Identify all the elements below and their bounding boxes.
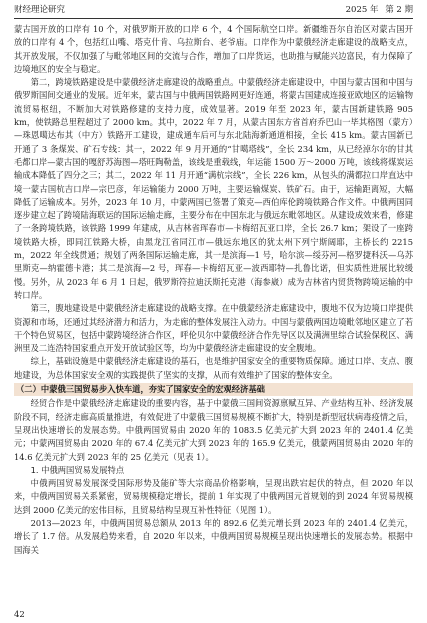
issue-year: 2025 年 xyxy=(345,5,379,15)
sub-heading: 1. 中俄两国贸易发展特点 xyxy=(30,464,125,475)
page-number: 42 xyxy=(14,610,25,620)
section-heading: （二）中蒙俄三国贸易步入快车道，夯实了国家安全的宏观经济基础 xyxy=(14,383,413,396)
article-body xyxy=(14,23,413,557)
journal-name: 财经理论研究 xyxy=(14,5,66,15)
paragraph: 第二，跨境铁路建设是中蒙俄经济走廊建设的战略重点。中蒙俄经济走廊建设中，中国与蒙古国和中国与俄罗斯国间交通业的发展。近年来，蒙古国与中俄两国铁路网更好连通，将蒙古国建成连接亚欧地区的运输物流贸易枢纽，不断加大对铁路修建的支持力度，成效显著。2019 年至 2023 年，蒙古国新建铁路 905 km，使铁路总里程超过了 2000 km。其中，2022 年 7 月，从蒙古国东方省首府乔巴山一毕其格图（蒙方）—珠恩噶达布其（中方）铁路开工建设，建成通车后可与东北陆海新通道相接，全长 415 km。蒙古国新已开通了 3 条煤炭、矿石专线：其一，2022 年 9 月开通的“甘噶塔线”，全长 234 km，从已经淖尔尔的甘其毛都口岸—蒙古国的嘎舒苏海图—塔旺陶勒盖，该线是重载线，年运能 1500 万～2000 万吨，该线将煤炭运输成本降低了四分之三；其二，2022 年 11 月开通“满杭宗线”，全长 226 km，从包头的满都拉口岸直达中境一蒙古国杭吉口岸—宗巴彦，年运输能力 2000 万吨，主要运输煤炭、铁矿石。由于，运输距离短，大幅降低了运输成本。另外，2023 年 10 月，中蒙两国已签署了策克—西伯库伦跨境铁路合作文件。中俄两国同逐步建立起了跨境陆海联运的国际运输走廊，主要分布在中国东北与俄远东毗邻地区。从建设成效来看，修建了一条跨境铁路，该铁路 1999 年建成，从吉林省珲春市—卡梅绍瓦亚口岸，全长 26.7 km；架设了一座跨境铁路大桥，即同江铁路大桥，由黑龙江省同江市—俄远东地区的犹太州下列宁斯阔耶，主桥长约 2215 m，2022 年全线贯通；规划了两条国际运输走廊，其一是滨海—1 号，哈尔滨—绥芬河—格罗捷科沃—乌苏里斯克—纳霍德卡港；其二是滨海—2 号，珲春—卡梅绍瓦亚—波西耶特—扎鲁比诺，但实质性进展比较缓慢。另外，从 2023 年 6 月 1 日起，俄罗斯符拉迪沃斯托克港（海参崴）成为吉林省内贸货物跨境运输的中转口岸。 xyxy=(14,77,413,300)
issue-info xyxy=(342,3,413,15)
paragraph: 2013—2023 年，中俄两国贸易总额从 2013 年的 892.6 亿美元增长到 2023 年的 2401.4 亿美元，增长了 1.7 倍。从发展趋势来看，自 2020 年以来，中俄两国贸易规模呈现出快速增长的发展态势。根据中国海关 xyxy=(14,517,413,555)
issue-number: 第 2 期 xyxy=(385,5,413,15)
running-header xyxy=(14,3,413,15)
paragraph: 第三，腹地建设是中蒙俄经济走廊建设的战略支撑。在中俄蒙经济走廊建设中，腹地不仅为边境口岸提供资源和市场，还通过其经济潜力和活力，为走廊的整体发展注入动力。中国与蒙俄两国边境毗邻地区建立了若干个特色贸易区，包括中蒙跨境经济合作区，呼伦贝尔中蒙俄经济合作先导区以及满洲里综合试验保税区、满洲里及二连浩特国家重点开发开放试验区等，均为中蒙俄经济走廊建设的安全腹地。 xyxy=(14,303,413,354)
paragraph: 蒙古国开放的口岸有 10 个，对俄罗斯开放的口岸 6 个，4 个国际航空口岸。新疆维吾尔自治区对蒙古国开放的口岸有 4 个，包括红山嘴、塔克什肯、乌拉斯台、老爷庙。口岸作为中蒙俄经济走廊建设的战略支点，其开放发展，不仅加强了与毗邻地区间的交流与合作，增加了口岸货运，也助推与赋能兴边富民，有力保障了边境地区的安全与稳定。 xyxy=(14,24,413,74)
paragraph: 经贸合作是中蒙俄经济走廊建设的重要内容，基于中蒙俄三国间资源禀赋互异、产业结构互补、经济发展阶段不同，经济走廊高质量推进，有效促进了中蒙俄三国贸易规模不断扩大，特别是新型冠状病毒疫情之后，呈现出快速增长的发展态势。中俄两国贸易由 2020 年的 1083.5 亿美元扩大到 2023 年的 2401.4 亿美元；中蒙两国贸易由 2020 年的 67.4 亿美元扩大到 2023 年的 165.9 亿美元，俄蒙两国贸易由 2020 年的 14.6 亿美元扩大到 2023 年的 25 亿美元（见表 1）。 xyxy=(14,398,413,462)
header-rule xyxy=(14,18,413,19)
paragraph: 综上，基础设施是中蒙俄经济走廊建设的基石，也是维护国家安全的重要物质保障。通过口岸、支点、腹地建设，为总体国家安全观的实践提供了坚实的支撑，从而有效维护了国家的整体安全。 xyxy=(14,356,413,380)
paragraph: 中俄两国贸易发展深受国际形势及能矿等大宗商品价格影响，呈现出跌宕起伏的特点，但 2020 年以来，中俄两国贸易关系紧密，贸易规模稳定增长，提前 1 年实现了中俄两国元首规划的到 2024 年贸易规模达到 2000 亿美元的宏伟目标，且贸易结构呈现互补性特征（见图 1）。 xyxy=(14,478,413,515)
